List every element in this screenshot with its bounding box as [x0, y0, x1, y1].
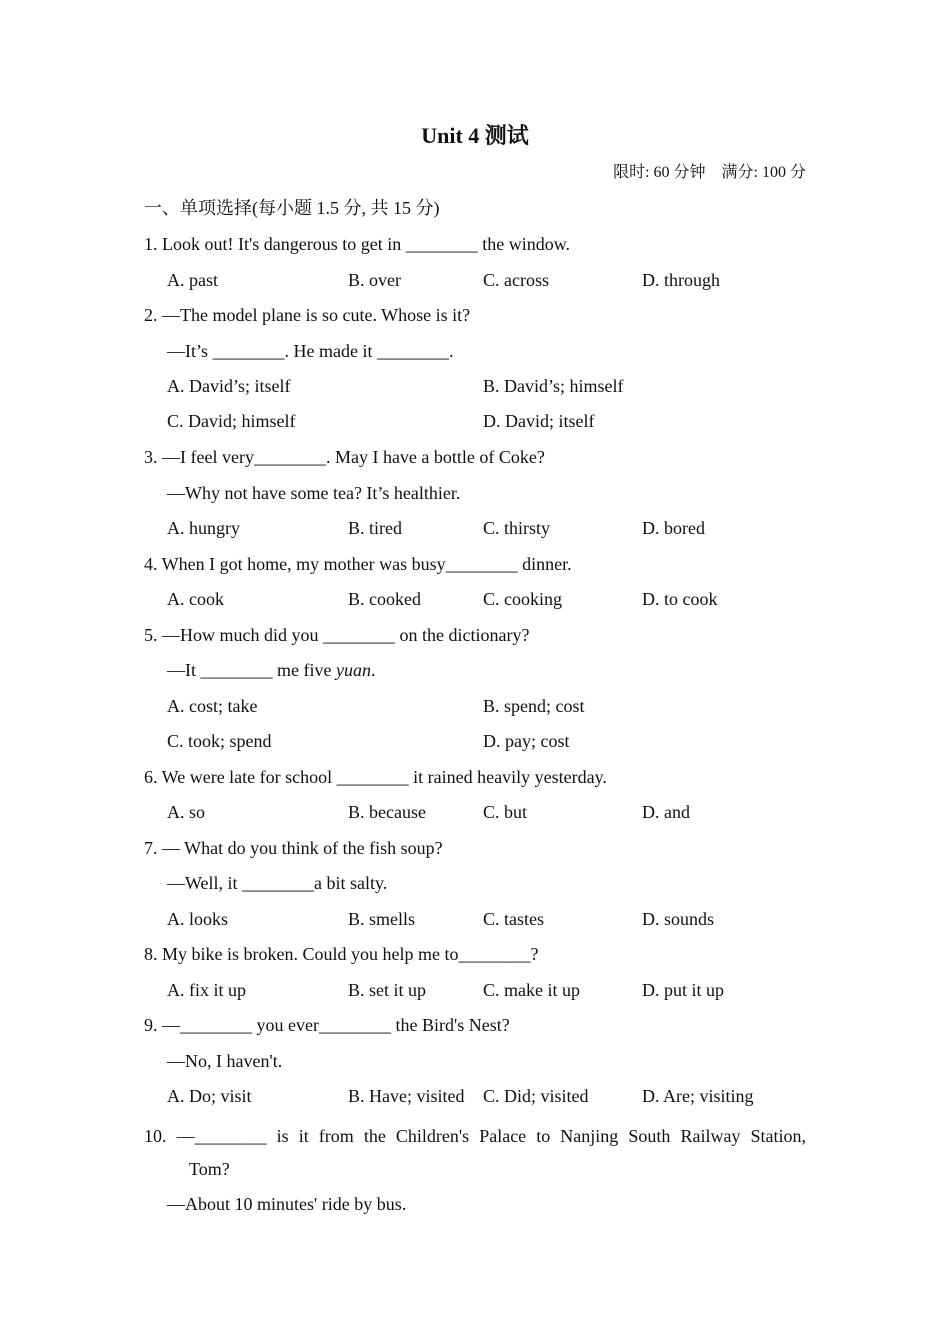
section-heading: 一、单项选择(每小题 1.5 分, 共 15 分): [144, 198, 440, 218]
question-5-reply: [167, 656, 375, 684]
question-6-stem: 6. We were late for school ________ it rained heavily yesterday.: [144, 767, 607, 787]
question-7-stem: 7. — What do you think of the fish soup?: [144, 838, 443, 858]
page-title: Unit 4 测试: [421, 123, 529, 148]
question-7-option-d: D. sounds: [642, 909, 715, 929]
question-4-option-a: A. cook: [167, 589, 224, 609]
question-3-option-b: B. tired: [348, 518, 402, 538]
question-5-reply-italic: yuan: [335, 660, 371, 680]
question-9-reply: —No, I haven't.: [167, 1051, 283, 1071]
question-3-option-a: A. hungry: [167, 518, 240, 538]
question-5-option-d: D. pay; cost: [483, 731, 570, 751]
question-3-stem: 3. —I feel very________. May I have a bottle of Coke?: [144, 447, 545, 467]
question-10-stem-continued: Tom?: [189, 1159, 230, 1179]
question-9-option-d: D. Are; visiting: [642, 1086, 754, 1106]
question-1-option-b: B. over: [348, 270, 401, 290]
question-5-option-c: C. took; spend: [167, 731, 272, 751]
question-7-option-b: B. smells: [348, 909, 416, 929]
question-3-reply: —Why not have some tea? It’s healthier.: [167, 483, 461, 503]
question-2-option-c: C. David; himself: [167, 411, 296, 431]
question-8-option-a: A. fix it up: [167, 980, 246, 1000]
question-9-option-a: A. Do; visit: [167, 1086, 252, 1106]
question-8-option-c: C. make it up: [483, 980, 580, 1000]
question-5-reply-end: .: [370, 660, 376, 680]
question-8-stem: 8. My bike is broken. Could you help me to________?: [144, 944, 539, 964]
question-10-stem: 10. —________ is it from the Children's Palace to Nanjing South Railway Station,: [144, 1126, 806, 1146]
question-5-stem: 5. —How much did you ________ on the dictionary?: [144, 625, 530, 645]
question-1-option-d: D. through: [642, 270, 720, 290]
question-6-option-d: D. and: [642, 802, 690, 822]
question-9-option-c: C. Did; visited: [483, 1086, 589, 1106]
question-5-option-b: B. spend; cost: [483, 696, 585, 716]
question-9-stem: 9. —________ you ever________ the Bird's Nest?: [144, 1015, 510, 1035]
question-2-option-d: D. David; itself: [483, 411, 595, 431]
question-2-reply: —It’s ________. He made it ________.: [167, 341, 454, 361]
question-8-option-b: B. set it up: [348, 980, 427, 1000]
question-5-option-a: A. cost; take: [167, 696, 258, 716]
question-2-option-a: A. David’s; itself: [167, 376, 291, 396]
question-2-option-b: B. David’s; himself: [483, 376, 624, 396]
question-1-option-c: C. across: [483, 270, 549, 290]
question-7-option-a: A. looks: [167, 909, 229, 929]
question-6-option-b: B. because: [348, 802, 426, 822]
question-10-reply: —About 10 minutes' ride by bus.: [167, 1194, 407, 1214]
question-5-reply-text: —It ________ me five: [167, 660, 336, 680]
question-4-stem: 4. When I got home, my mother was busy________ dinner.: [144, 554, 572, 574]
question-4-option-c: C. cooking: [483, 589, 562, 609]
question-6-option-c: C. but: [483, 802, 528, 822]
question-3-option-c: C. thirsty: [483, 518, 551, 538]
question-4-option-d: D. to cook: [642, 589, 718, 609]
question-2-stem: 2. —The model plane is so cute. Whose is it?: [144, 305, 471, 325]
time-score-info: 限时: 60 分钟 满分: 100 分: [613, 164, 806, 181]
question-6-option-a: A. so: [167, 802, 206, 822]
question-7-reply: —Well, it ________a bit salty.: [167, 873, 388, 893]
question-4-option-b: B. cooked: [348, 589, 421, 609]
question-7-option-c: C. tastes: [483, 909, 544, 929]
question-8-option-d: D. put it up: [642, 980, 725, 1000]
question-3-option-d: D. bored: [642, 518, 705, 538]
question-1-stem: 1. Look out! It's dangerous to get in ________ the window.: [144, 234, 571, 254]
question-9-option-b: B. Have; visited: [348, 1086, 465, 1106]
question-1-option-a: A. past: [167, 270, 218, 290]
